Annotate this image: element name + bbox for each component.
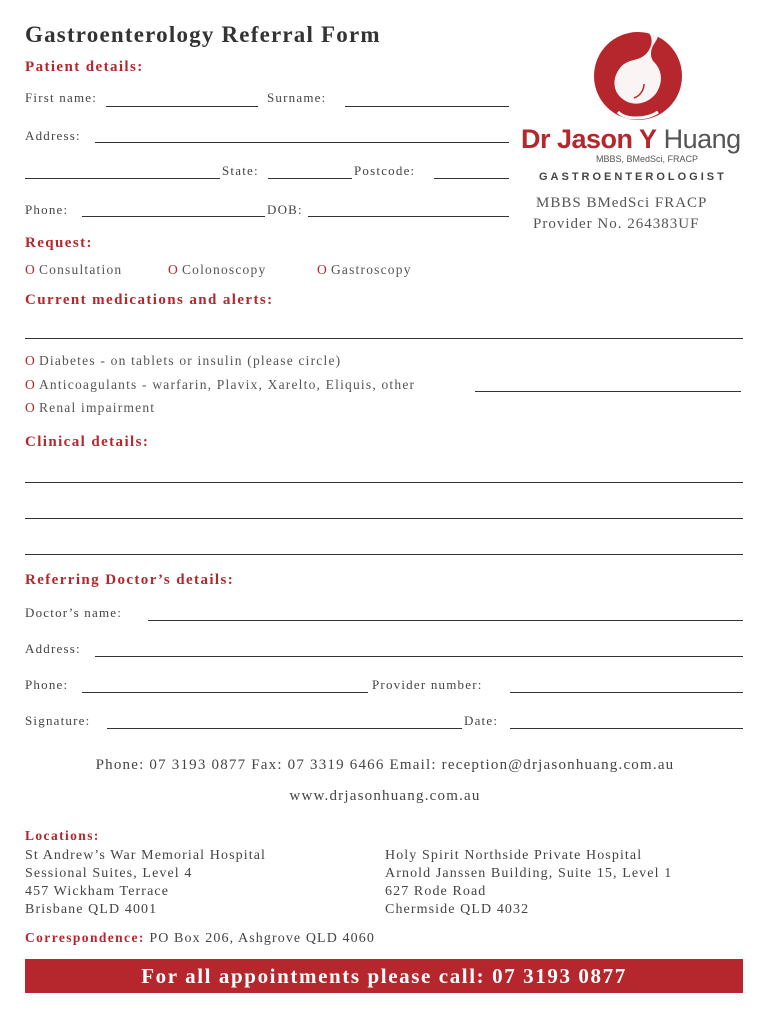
provider-number: Provider No. 264383UF: [533, 216, 700, 232]
dob-label: DOB:: [267, 202, 303, 217]
phone-label: Phone:: [25, 202, 69, 217]
stomach-logo-icon: [588, 28, 688, 124]
request-heading: Request:: [25, 235, 93, 251]
location-right: Holy Spirit Northside Private Hospital Arnold Janssen Building, Suite 15, Level 1 627 Rode Road Chermside QLD 4032: [385, 848, 673, 917]
website-link[interactable]: www.drjasonhuang.com.au: [289, 788, 481, 804]
contact-line: Phone: 07 3193 0877 Fax: 07 3319 6466 Email: reception@drjasonhuang.com.au: [95, 757, 675, 773]
checkbox-icon: O: [25, 353, 36, 368]
option-consultation[interactable]: O Consultation: [25, 262, 123, 277]
doctor-name-field[interactable]: [148, 620, 743, 621]
checkbox-icon: O: [168, 262, 179, 277]
option-gastroscopy[interactable]: O Gastroscopy: [317, 262, 412, 277]
appointments-banner: For all appointments please call: 07 3193 0877: [25, 959, 743, 993]
postcode-label: Postcode:: [354, 163, 416, 178]
first-name-field[interactable]: [106, 106, 258, 107]
alert-anticoagulants[interactable]: O Anticoagulants - warfarin, Plavix, Xarelto, Eliquis, other: [25, 377, 416, 392]
provider-number-label: Provider number:: [372, 677, 483, 692]
phone-field[interactable]: [82, 216, 265, 217]
date-label: Date:: [464, 713, 499, 728]
state-field[interactable]: [268, 178, 352, 179]
checkbox-icon: O: [25, 262, 36, 277]
correspondence: Correspondence: PO Box 206, Ashgrove QLD 4060: [25, 930, 375, 946]
clinical-heading: Clinical details:: [25, 434, 150, 450]
clinical-field-line1[interactable]: [25, 482, 743, 483]
clinical-field-line3[interactable]: [25, 554, 743, 555]
logo-name: Dr Jason Y Huang: [521, 124, 741, 154]
signature-label: Signature:: [25, 713, 91, 728]
location-left: St Andrew’s War Memorial Hospital Sessional Suites, Level 4 457 Wickham Terrace Brisbane QLD 4001: [25, 848, 267, 917]
address-field[interactable]: [95, 142, 509, 143]
doctor-phone-field[interactable]: [82, 692, 368, 693]
doctor-name-label: Doctor’s name:: [25, 605, 123, 620]
alert-diabetes[interactable]: O Diabetes - on tablets or insulin (please circle): [25, 353, 342, 368]
referring-heading: Referring Doctor’s details:: [25, 572, 235, 588]
surname-field[interactable]: [345, 106, 509, 107]
logo-specialty: GASTROENTEROLOGIST: [539, 171, 727, 183]
alert-renal[interactable]: O Renal impairment: [25, 400, 156, 415]
address-label: Address:: [25, 128, 81, 143]
logo-subtitle: MBBS, BMedSci, FRACP: [596, 154, 699, 164]
state-label: State:: [222, 163, 259, 178]
checkbox-icon: O: [25, 400, 36, 415]
surname-label: Surname:: [267, 90, 327, 105]
clinical-field-line2[interactable]: [25, 518, 743, 519]
address-field-line2[interactable]: [25, 178, 220, 179]
patient-details-heading: Patient details:: [25, 59, 144, 75]
postcode-field[interactable]: [434, 178, 509, 179]
doctor-phone-label: Phone:: [25, 677, 69, 692]
date-field[interactable]: [510, 728, 743, 729]
medications-field[interactable]: [25, 338, 743, 339]
doctor-address-field[interactable]: [95, 656, 743, 657]
option-colonoscopy[interactable]: O Colonoscopy: [168, 262, 267, 277]
form-title: Gastroenterology Referral Form: [25, 22, 381, 47]
medications-heading: Current medications and alerts:: [25, 292, 274, 308]
doctor-address-label: Address:: [25, 641, 81, 656]
qualifications: MBBS BMedSci FRACP: [536, 195, 708, 211]
signature-field[interactable]: [107, 728, 462, 729]
anticoagulants-other-field[interactable]: [475, 391, 741, 392]
checkbox-icon: O: [25, 377, 36, 392]
checkbox-icon: O: [317, 262, 328, 277]
provider-number-field[interactable]: [510, 692, 743, 693]
first-name-label: First name:: [25, 90, 98, 105]
locations-heading: Locations:: [25, 828, 100, 843]
dob-field[interactable]: [308, 216, 509, 217]
